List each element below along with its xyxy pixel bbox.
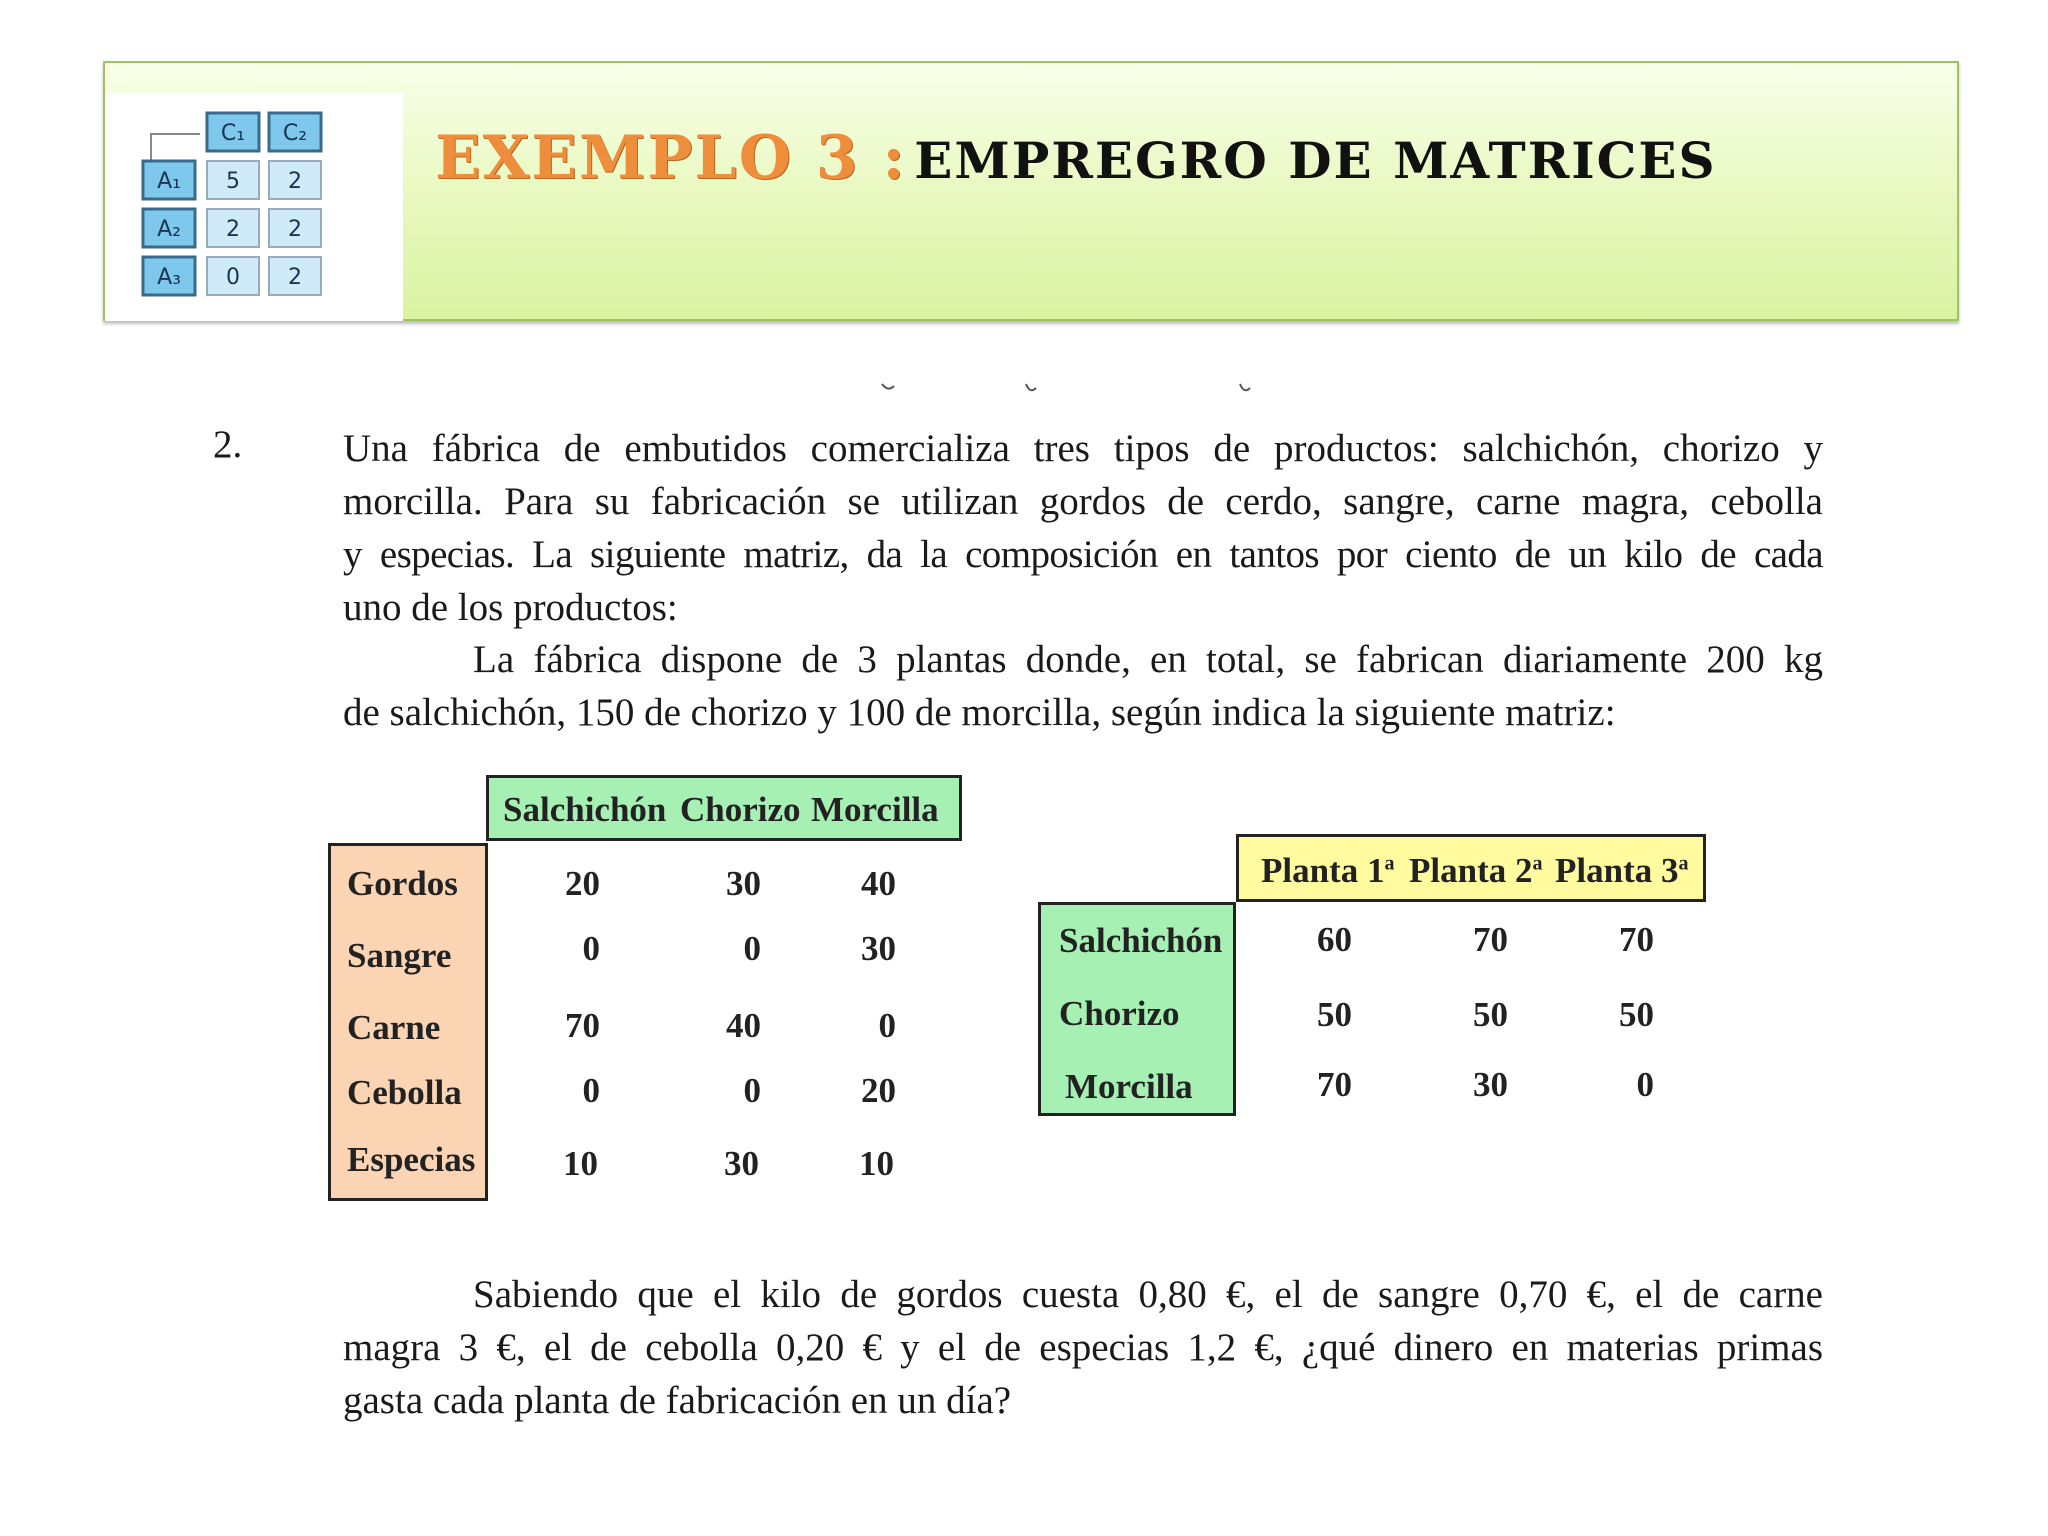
logo-cell: 0	[226, 265, 240, 290]
table-cell: 70	[565, 1006, 600, 1045]
table-cell: 0	[1636, 1065, 1654, 1104]
column-header	[1261, 851, 1394, 891]
table-cell: 50	[1619, 995, 1654, 1034]
table-cell: 30	[724, 1144, 759, 1183]
table-cell: 30	[726, 864, 761, 903]
title-example-number: EXEMPLO 3 :	[435, 123, 907, 193]
column-header	[1555, 851, 1688, 891]
table-cell: 30	[861, 929, 896, 968]
title-topic: EMPREGRO DE MATRICES	[914, 131, 1717, 190]
table-cell: 30	[1473, 1065, 1508, 1104]
column-header: Salchichón	[503, 790, 667, 829]
logo-cell: 2	[288, 217, 302, 242]
text-line: Sabiendo que el kilo de gordos cuesta 0,80 €, el de sangre 0,70 €, el de carne	[473, 1273, 1823, 1316]
problem-paragraph-1	[343, 422, 1823, 634]
plants-row-labels	[1038, 902, 1236, 1116]
text-line: gasta cada planta de fabricación en un día?	[343, 1379, 1012, 1422]
text-line: uno de los productos:	[343, 586, 678, 629]
cutoff-marks	[880, 380, 1260, 396]
row-label: Salchichón	[1059, 921, 1223, 960]
text-line: magra 3 €, el de cebolla 0,20 € y el de especias 1,2 €, ¿qué dinero en materias primas	[343, 1326, 1823, 1369]
table-cell: 0	[582, 929, 600, 968]
table-cell: 60	[1317, 920, 1352, 959]
text-line: morcilla. Para su fabricación se utilizan gordos de cerdo, sangre, carne magra, cebolla	[343, 480, 1823, 523]
text-line: de salchichón, 150 de chorizo y 100 de morcilla, según indica la siguiente matriz:	[343, 691, 1616, 734]
column-header-sup: a	[1678, 852, 1689, 875]
row-label: Chorizo	[1059, 994, 1180, 1033]
header-banner	[103, 61, 1959, 321]
table-cell: 20	[861, 1071, 896, 1110]
table-cell: 0	[743, 1071, 761, 1110]
table-cell: 0	[743, 929, 761, 968]
table-cell: 70	[1317, 1065, 1352, 1104]
row-label: Sangre	[347, 936, 452, 975]
table-cell: 0	[582, 1071, 600, 1110]
plants-header	[1236, 834, 1706, 902]
logo-row-header: A₂	[157, 217, 181, 242]
logo-col-header: C₂	[282, 121, 308, 146]
table-cell: 10	[859, 1144, 894, 1183]
table-cell: 40	[726, 1006, 761, 1045]
column-header: Morcilla	[811, 790, 939, 829]
column-header-sup: a	[1384, 852, 1395, 875]
text-line: Una fábrica de embutidos comercializa tres tipos de productos: salchichón, chorizo y	[343, 427, 1823, 470]
page-title	[435, 123, 1717, 193]
logo-cell: 5	[226, 169, 240, 194]
table-cell: 0	[878, 1006, 896, 1045]
column-header-text: Planta 3	[1555, 851, 1679, 890]
table-cell: 50	[1317, 995, 1352, 1034]
row-label: Cebolla	[347, 1073, 462, 1112]
table-cell: 20	[565, 864, 600, 903]
column-header-text: Planta 2	[1409, 851, 1533, 890]
problem-paragraph-2	[343, 633, 1823, 739]
composition-row-labels	[328, 843, 488, 1201]
table-cell: 70	[1619, 920, 1654, 959]
composition-header	[486, 775, 962, 841]
row-label: Morcilla	[1065, 1067, 1193, 1106]
text-line: y especias. La siguiente matriz, da la composición en tantos por ciento de un kilo de cada	[343, 533, 1823, 576]
logo-col-header: C₁	[220, 121, 246, 146]
logo-row-header: A₁	[157, 169, 181, 194]
logo-cell: 2	[226, 217, 240, 242]
problem-paragraph-3	[343, 1268, 1823, 1427]
logo-row-header: A₃	[157, 265, 181, 290]
logo-cell: 2	[288, 265, 302, 290]
logo-cell: 2	[288, 169, 302, 194]
column-header-text: Planta 1	[1261, 851, 1385, 890]
row-label: Especias	[347, 1140, 476, 1179]
row-label: Gordos	[347, 864, 458, 903]
table-cell: 40	[861, 864, 896, 903]
row-label: Carne	[347, 1008, 441, 1047]
table-cell: 70	[1473, 920, 1508, 959]
problem-number: 2.	[213, 423, 243, 466]
matrix-logo-icon	[135, 103, 365, 313]
table-cell: 50	[1473, 995, 1508, 1034]
column-header: Chorizo	[680, 790, 801, 829]
logo-panel	[105, 93, 403, 321]
table-cell: 10	[563, 1144, 598, 1183]
column-header	[1409, 851, 1542, 891]
text-line: La fábrica dispone de 3 plantas donde, en total, se fabrican diariamente 200 kg	[473, 638, 1823, 681]
column-header-sup: a	[1532, 852, 1543, 875]
